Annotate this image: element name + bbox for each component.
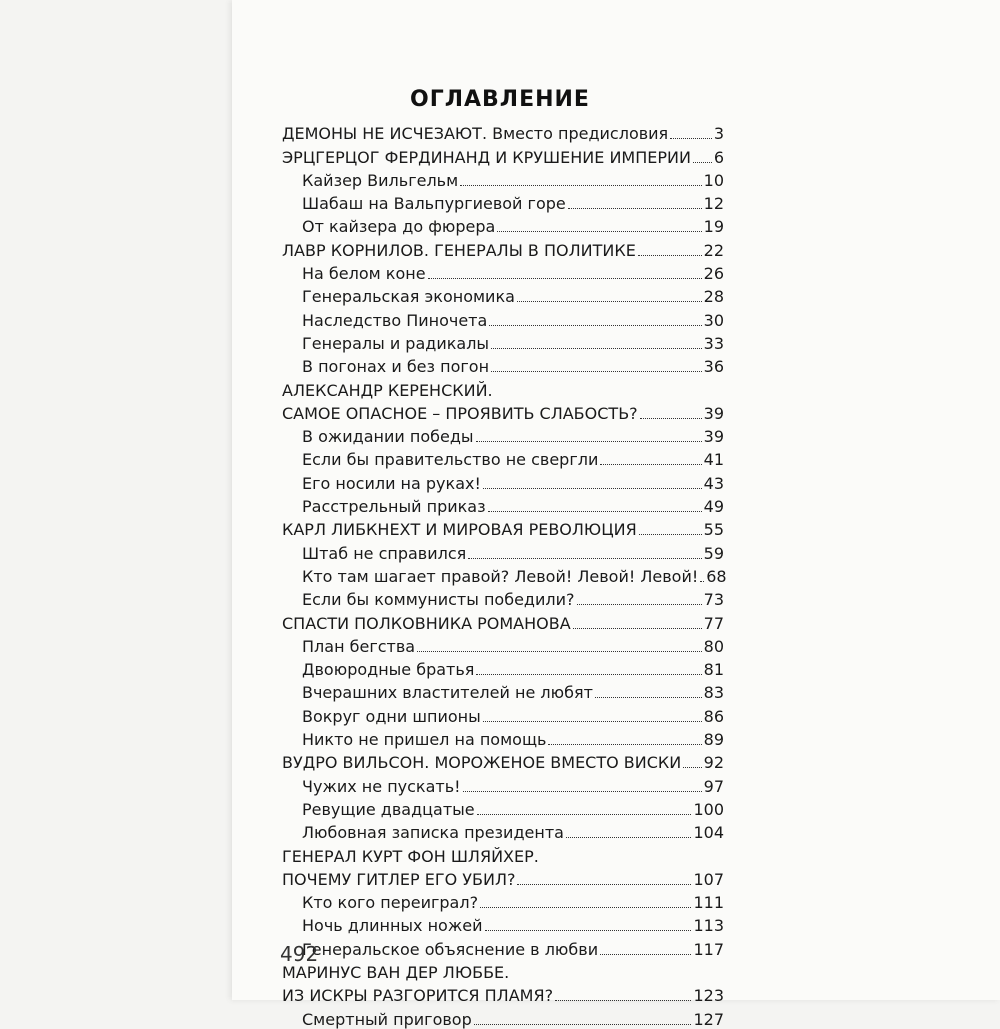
toc-entry [282, 469, 724, 492]
toc-entry-page: 107 [693, 869, 724, 889]
toc-entry-page: 33 [703, 333, 724, 353]
toc-entry-title: МАРИНУС ВАН ДЕР ЛЮББЕ. [282, 962, 510, 982]
toc-leader-dots [483, 488, 702, 489]
toc-entry-page: 3 [713, 124, 724, 144]
toc-entry-title: Ревущие двадцатые [302, 799, 475, 819]
toc-leader-dots [693, 162, 712, 163]
toc-leader-dots [683, 767, 701, 768]
toc-entry-title: ЭРЦГЕРЦОГ ФЕРДИНАНД И КРУШЕНИЕ ИМПЕРИИ [282, 147, 691, 167]
toc-entry [282, 772, 724, 795]
toc-entry-page: 104 [693, 823, 724, 843]
toc-entry [282, 842, 724, 865]
toc-entry-title: ДЕМОНЫ НЕ ИСЧЕЗАЮТ. Вместо предисловия [282, 124, 669, 144]
toc-entry [282, 190, 724, 213]
toc-entry-page: 43 [703, 473, 724, 493]
toc-entry-title: Кайзер Вильгельм [302, 170, 459, 190]
toc-entry-page: 81 [703, 660, 724, 680]
toc-leader-dots [595, 697, 702, 698]
toc-entry [282, 516, 724, 539]
toc-entry [282, 609, 724, 632]
toc-entry-title: Двоюродные братья [302, 660, 475, 680]
toc-leader-dots [417, 651, 702, 652]
toc-entry-page: 73 [703, 590, 724, 610]
toc-entry-page: 97 [703, 776, 724, 796]
toc-entry-title: ЛАВР КОРНИЛОВ. ГЕНЕРАЛЫ В ПОЛИТИКЕ [282, 240, 636, 260]
toc-entry [282, 493, 724, 516]
toc-entry [282, 400, 724, 423]
toc-leader-dots [638, 255, 702, 256]
toc-entry [282, 353, 724, 376]
toc-entry [282, 260, 724, 283]
toc-entry [282, 935, 724, 958]
page-number: 492 [280, 942, 319, 966]
toc-leader-dots [517, 301, 702, 302]
toc-entry [282, 120, 724, 143]
toc-leader-dots [476, 674, 701, 675]
toc-entry-title: Никто не пришел на помощь [302, 730, 547, 750]
toc-leader-dots [548, 744, 701, 745]
toc-entry-page: 80 [703, 636, 724, 656]
toc-leader-dots [474, 1024, 692, 1025]
toc-leader-dots [639, 534, 702, 535]
toc-entry-page: 77 [703, 613, 724, 633]
toc-entry-title: Вокруг одни шпионы [302, 706, 481, 726]
toc-entry-title: Любовная записка президента [302, 823, 564, 843]
toc-leader-dots [577, 604, 702, 605]
toc-entry [282, 423, 724, 446]
toc-entry-title: Если бы коммунисты победили? [302, 590, 575, 610]
toc-leader-dots [468, 558, 701, 559]
toc-entry-title: Кто там шагает правой? Левой! Левой! Левой! [302, 566, 699, 586]
toc-entry [282, 330, 724, 353]
toc-entry-title: АЛЕКСАНДР КЕРЕНСКИЙ. [282, 380, 493, 400]
toc-entry [282, 656, 724, 679]
toc-entry-title: ГЕНЕРАЛ КУРТ ФОН ШЛЯЙХЕР. [282, 846, 539, 866]
toc-entry-title: Генеральское объяснение в любви [302, 939, 599, 959]
toc-entry-title: План бегства [302, 636, 416, 656]
toc-entry [282, 167, 724, 190]
toc-entry-title: Кто кого переиграл? [302, 893, 479, 913]
toc-entry-page: 22 [703, 240, 724, 260]
toc-entry-title: От кайзера до фюрера [302, 217, 496, 237]
toc-entry [282, 376, 724, 399]
toc-entry-page: 111 [693, 893, 724, 913]
toc-entry [282, 633, 724, 656]
toc-entry-title: Штаб не справился [302, 543, 467, 563]
toc-entry-title: Генеральская экономика [302, 287, 515, 307]
toc-leader-dots [517, 884, 691, 885]
toc-leader-dots [640, 418, 702, 419]
toc-entry-page: 127 [693, 1009, 724, 1029]
toc-entry-page: 28 [703, 287, 724, 307]
toc-entry-title: Если бы правительство не свергли [302, 450, 599, 470]
toc-entry-title: СПАСТИ ПОЛКОВНИКА РОМАНОВА [282, 613, 571, 633]
toc-entry-title: Его носили на руках! [302, 473, 481, 493]
toc-entry-page: 86 [703, 706, 724, 726]
toc-entry [282, 889, 724, 912]
toc-entry-title: ИЗ ИСКРЫ РАЗГОРИТСЯ ПЛАМЯ? [282, 986, 554, 1006]
toc-entry-title: Шабаш на Вальпургиевой горе [302, 194, 566, 214]
toc-leader-dots [670, 138, 712, 139]
table-of-contents [282, 120, 727, 1029]
toc-leader-dots [480, 907, 691, 908]
toc-leader-dots [485, 930, 692, 931]
toc-leader-dots [489, 325, 701, 326]
toc-entry-page: 39 [703, 403, 724, 423]
toc-entry-page: 19 [703, 217, 724, 237]
toc-entry-title: В ожидании победы [302, 427, 474, 447]
toc-leader-dots [491, 371, 702, 372]
toc-entry-page: 26 [703, 264, 724, 284]
toc-entry-page: 6 [713, 147, 724, 167]
toc-leader-dots [555, 1000, 691, 1001]
toc-title: ОГЛАВЛЕНИЕ [410, 86, 590, 112]
toc-entry [282, 143, 724, 166]
toc-entry-page: 36 [703, 357, 724, 377]
toc-leader-dots [483, 721, 702, 722]
toc-entry [282, 726, 724, 749]
toc-leader-dots [488, 511, 702, 512]
toc-entry-page: 100 [693, 799, 724, 819]
toc-entry [282, 819, 724, 842]
toc-entry-title: Вчерашних властителей не любят [302, 683, 593, 703]
toc-entry [282, 236, 724, 259]
toc-entry-page: 123 [693, 986, 724, 1006]
toc-entry-title: В погонах и без погон [302, 357, 490, 377]
toc-entry-title: Расстрельный приказ [302, 497, 486, 517]
toc-leader-dots [428, 278, 702, 279]
toc-leader-dots [566, 837, 692, 838]
toc-entry [282, 446, 724, 469]
toc-leader-dots [491, 348, 702, 349]
toc-entry-title: Ночь длинных ножей [302, 916, 483, 936]
toc-entry [282, 702, 724, 725]
toc-entry [282, 586, 724, 609]
toc-entry-page: 117 [693, 939, 724, 959]
toc-entry [282, 283, 724, 306]
toc-entry [282, 866, 724, 889]
toc-entry-page: 113 [693, 916, 724, 936]
toc-entry-page: 10 [703, 170, 724, 190]
toc-leader-dots [600, 464, 701, 465]
toc-entry [282, 912, 724, 935]
toc-entry-page: 12 [703, 194, 724, 214]
toc-entry-page: 41 [703, 450, 724, 470]
toc-entry [282, 539, 724, 562]
toc-entry [282, 213, 724, 236]
toc-entry-title: ПОЧЕМУ ГИТЛЕР ЕГО УБИЛ? [282, 869, 516, 889]
toc-leader-dots [460, 185, 701, 186]
toc-entry [282, 749, 724, 772]
toc-entry-page: 92 [703, 753, 724, 773]
toc-entry-page: 68 [706, 566, 727, 586]
toc-entry-title: Смертный приговор [302, 1009, 472, 1029]
toc-entry-title: ВУДРО ВИЛЬСОН. МОРОЖЕНОЕ ВМЕСТО ВИСКИ [282, 753, 682, 773]
toc-leader-dots [476, 441, 702, 442]
toc-entry-page: 59 [703, 543, 724, 563]
toc-entry-page: 30 [703, 310, 724, 330]
toc-entry-page: 39 [703, 427, 724, 447]
toc-entry-page: 49 [703, 497, 724, 517]
toc-entry [282, 306, 724, 329]
toc-entry [282, 959, 724, 982]
toc-entry [282, 563, 727, 586]
toc-entry [282, 796, 724, 819]
toc-entry-page: 55 [703, 520, 724, 540]
toc-entry [282, 679, 724, 702]
toc-leader-dots [700, 581, 704, 582]
toc-leader-dots [568, 208, 702, 209]
toc-entry-title: КАРЛ ЛИБКНЕХТ И МИРОВАЯ РЕВОЛЮЦИЯ [282, 520, 637, 540]
toc-entry-title: САМОЕ ОПАСНОЕ – ПРОЯВИТЬ СЛАБОСТЬ? [282, 403, 638, 423]
toc-leader-dots [463, 791, 702, 792]
toc-entry-title: Чужих не пускать! [302, 776, 461, 796]
toc-entry [282, 1005, 724, 1028]
toc-leader-dots [600, 954, 691, 955]
toc-entry-page: 83 [703, 683, 724, 703]
toc-leader-dots [477, 814, 692, 815]
toc-entry-page: 89 [703, 730, 724, 750]
toc-entry [282, 982, 724, 1005]
toc-entry-title: Наследство Пиночета [302, 310, 488, 330]
toc-entry-title: Генералы и радикалы [302, 333, 490, 353]
toc-entry-title: На белом коне [302, 264, 426, 284]
toc-leader-dots [573, 628, 702, 629]
toc-leader-dots [497, 231, 701, 232]
